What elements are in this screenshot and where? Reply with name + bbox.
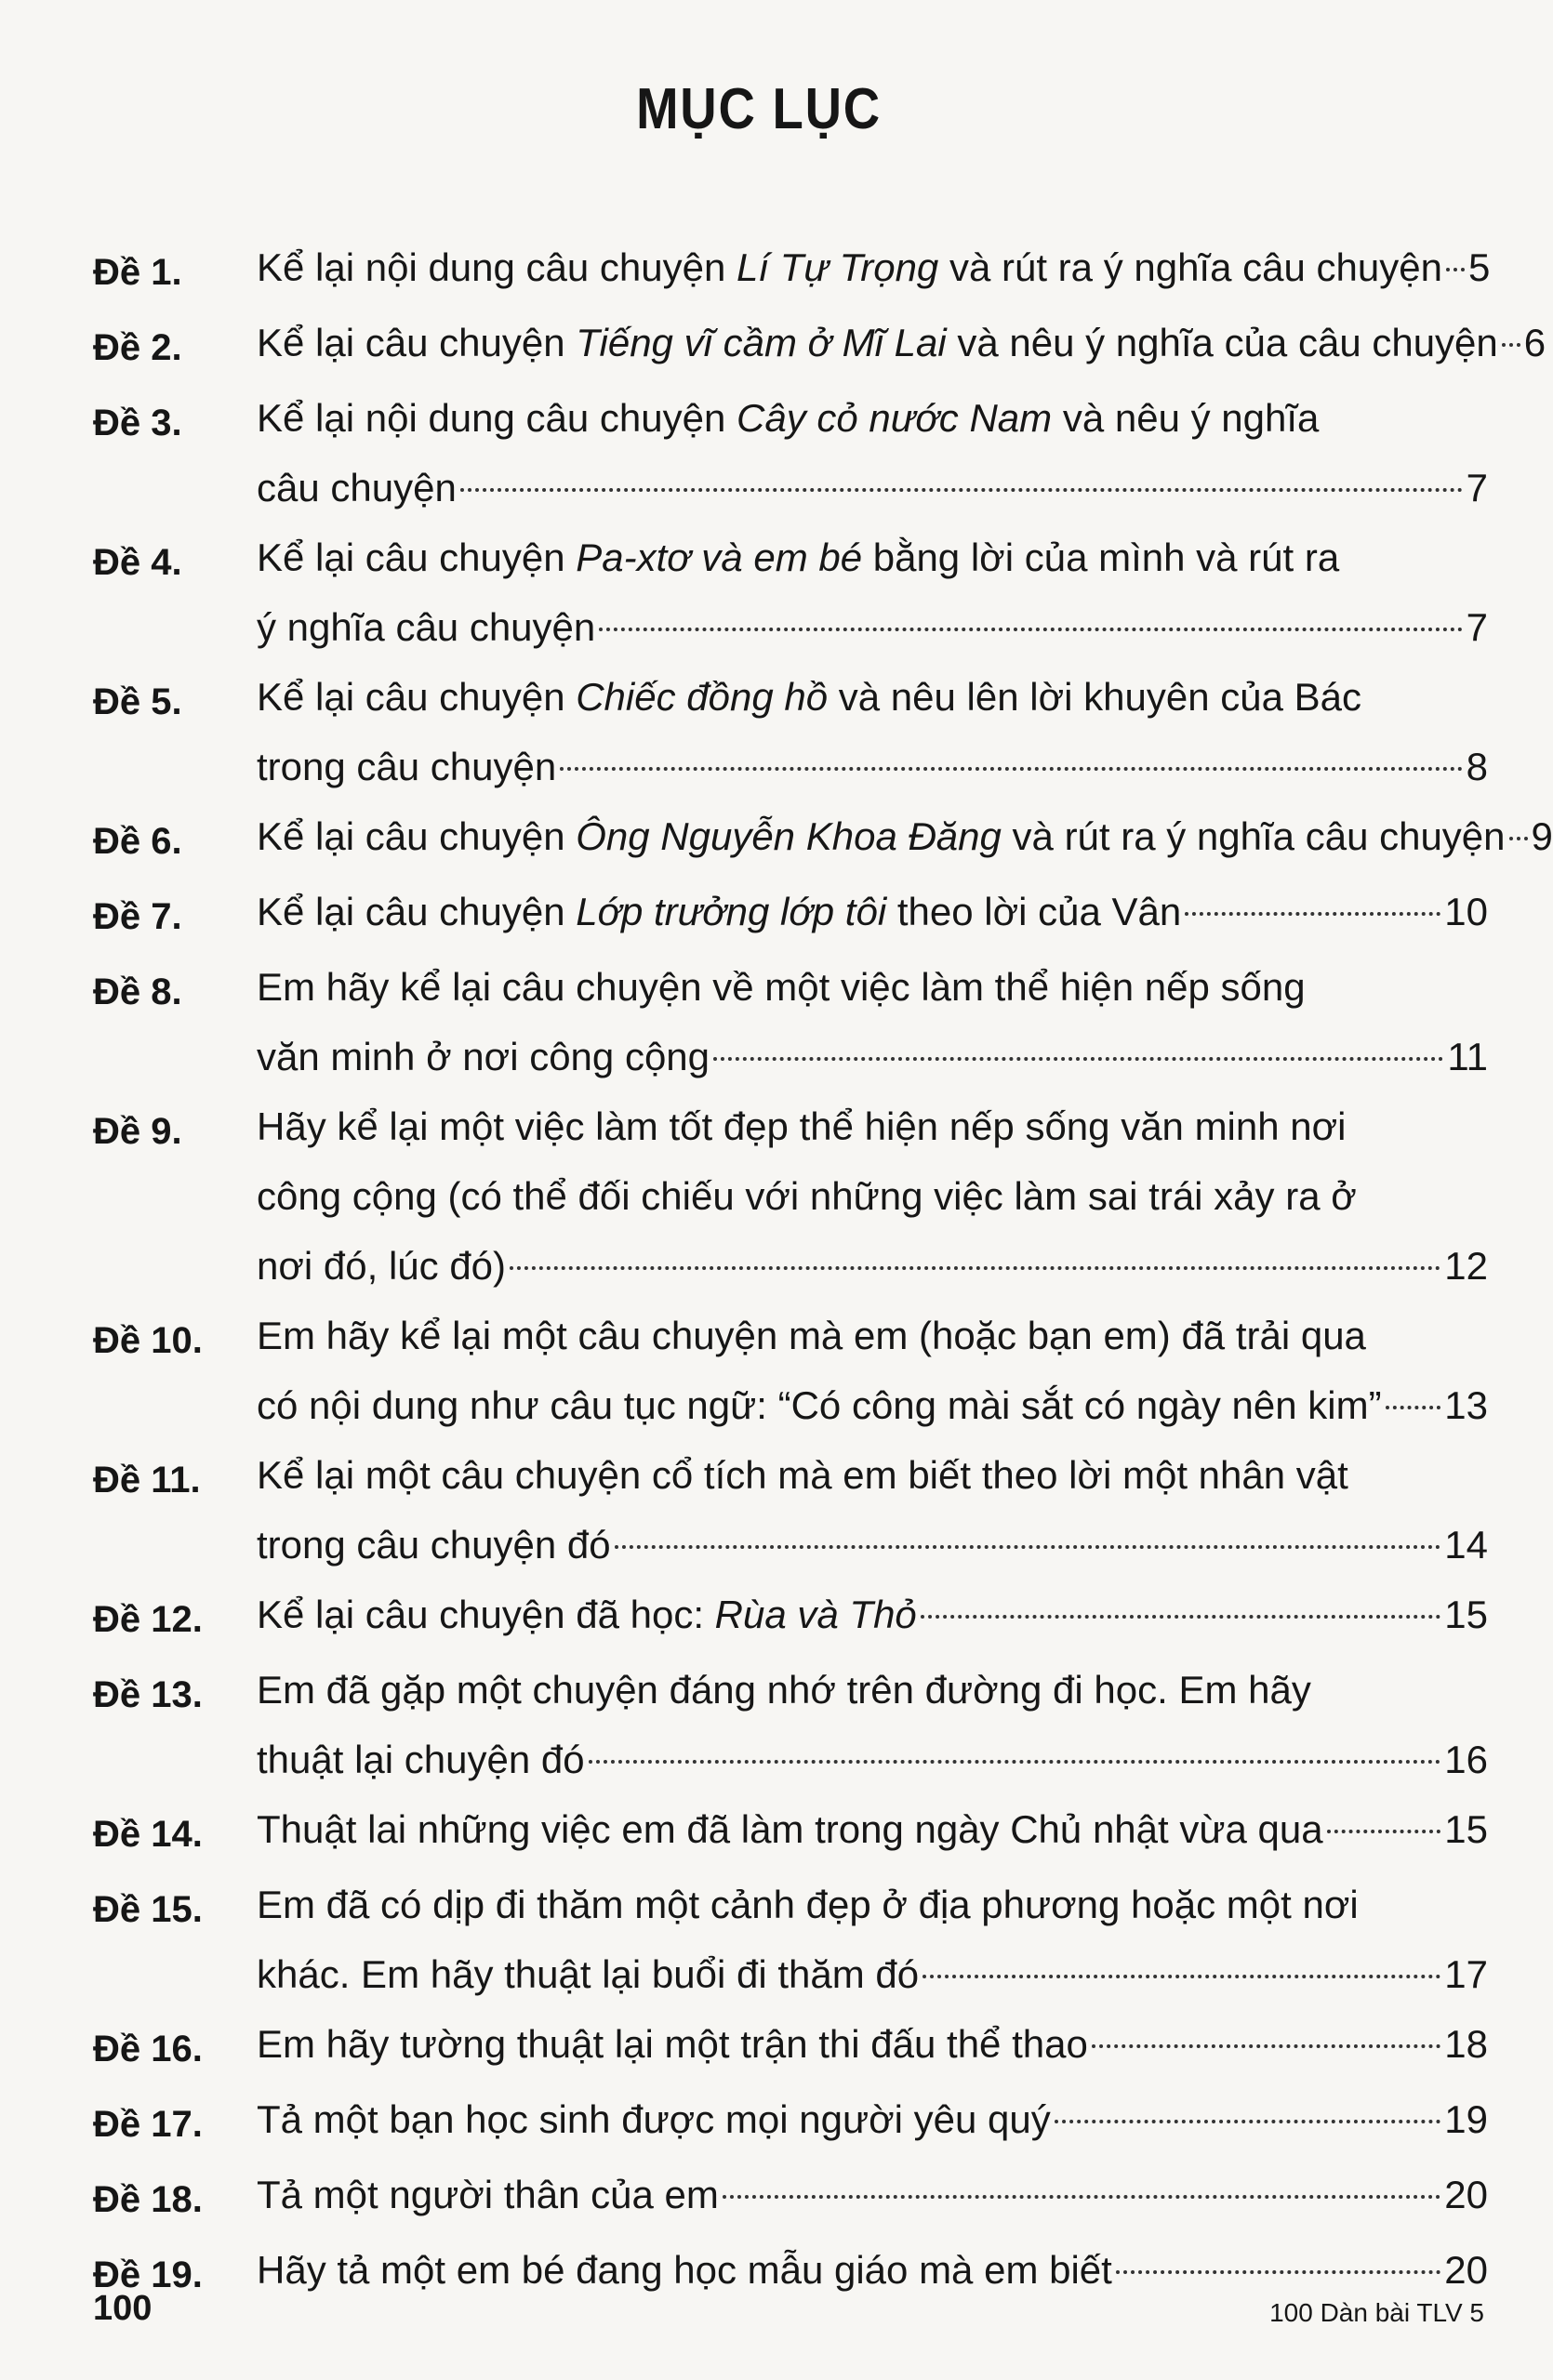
toc-page-number: 7: [1466, 605, 1488, 649]
toc-entry-line: [257, 522, 1488, 592]
dot-leader: [923, 1975, 1440, 1978]
story-title: Chiếc đồng hồ: [576, 675, 829, 719]
text-segment: Tả một bạn học sinh được mọi người yêu quý: [257, 2097, 1051, 2141]
dot-leader: [713, 1057, 1443, 1061]
dot-leader: [560, 767, 1462, 771]
toc-entry-line: [257, 952, 1488, 1022]
toc-entry-number: Đề 18.: [93, 2179, 203, 2220]
toc-entry-line-text: [257, 592, 595, 662]
toc-entry-line: [257, 383, 1488, 453]
toc-entry-line: [257, 801, 1553, 871]
toc-entry-line-text: [257, 1161, 1357, 1231]
toc-page-number: 14: [1444, 1523, 1488, 1567]
text-segment: nơi đó, lúc đó): [257, 1244, 507, 1288]
text-segment: khác. Em hãy thuật lại buổi đi thăm đó: [257, 1952, 920, 1996]
toc-entry-text: [257, 1794, 1488, 1864]
toc-entry-line: [257, 1725, 1488, 1794]
toc-entry-line: [257, 877, 1488, 946]
text-segment: Em hãy kể lại câu chuyện về một việc làm thể hiện nếp sống: [257, 965, 1306, 1009]
toc-entry-number: Đề 13.: [93, 1674, 203, 1715]
toc-entry-line-text: [257, 1440, 1348, 1510]
toc-entry-line: [257, 1655, 1488, 1725]
toc-entry-line: [257, 453, 1488, 522]
toc-entry: [93, 1440, 1488, 1580]
text-segment: Tả một người thân của em: [257, 2173, 719, 2216]
toc-entry-line: [257, 1022, 1488, 1091]
dot-leader: [460, 488, 1463, 492]
text-segment: thuật lại chuyện đó: [257, 1738, 585, 1781]
toc-page-number: 16: [1444, 1738, 1488, 1781]
text-segment: văn minh ở nơi công cộng: [257, 1035, 710, 1078]
toc-page-number: 12: [1444, 1244, 1488, 1288]
toc-entry-line-text: [257, 2009, 1088, 2079]
toc-entry: [93, 877, 1488, 952]
page-title: MỤC LỤC: [636, 77, 882, 141]
toc-entry-text: [257, 2160, 1488, 2229]
toc-page-number: 11: [1447, 1035, 1488, 1078]
toc-entry: [93, 1655, 1488, 1794]
toc-entry-text: [257, 2084, 1488, 2154]
toc-entry-line: [257, 1301, 1488, 1370]
toc-entry-number: Đề 16.: [93, 2029, 203, 2069]
toc-entry: [93, 1794, 1488, 1870]
toc-entry-number: Đề 7.: [93, 896, 182, 937]
dot-leader: [589, 1760, 1441, 1764]
text-segment: công cộng (có thể đối chiếu với những việc làm sai trái xảy ra ở: [257, 1174, 1357, 1218]
toc-entry-number: Đề 5.: [93, 681, 182, 722]
toc-page-number: 15: [1444, 1593, 1488, 1636]
toc-entry-line-text: [257, 1231, 506, 1301]
text-segment: và rút ra ý nghĩa câu chuyện: [938, 245, 1442, 289]
text-segment: Kể lại câu chuyện: [257, 321, 577, 364]
toc-page-number: 20: [1444, 2248, 1488, 2292]
text-segment: trong câu chuyện: [257, 745, 557, 788]
text-segment: ý nghĩa câu chuyện: [257, 605, 596, 649]
dot-leader: [1327, 1830, 1441, 1833]
toc-entry-line-text: [257, 1580, 917, 1649]
toc-entry-line-text: [257, 383, 1319, 453]
dot-leader: [615, 1545, 1441, 1549]
page-number: 100: [93, 2289, 153, 2328]
text-segment: và rút ra ý nghĩa câu chuyện: [1001, 814, 1506, 858]
toc-page-number: 7: [1466, 466, 1488, 509]
toc-entry-line-text: [257, 1725, 585, 1794]
toc-entry-line: [257, 232, 1490, 302]
story-title: Cây cỏ nước Nam: [737, 396, 1053, 440]
dot-leader: [510, 1266, 1440, 1270]
dot-leader: [1055, 2120, 1441, 2123]
toc-entry-line-text: [257, 522, 1339, 592]
toc-entry: [93, 2084, 1488, 2160]
toc-page-number: 5: [1467, 245, 1491, 289]
text-segment: Hãy kể lại một việc làm tốt đẹp thể hiện nếp sống văn minh nơi: [257, 1104, 1347, 1148]
toc-entry-line-text: [257, 1301, 1366, 1370]
toc-entry-line: [257, 2009, 1488, 2079]
toc-entry: [93, 662, 1488, 801]
dot-leader: [1509, 837, 1528, 840]
toc-page-number: 9: [1531, 814, 1553, 858]
toc-entry-line: [257, 2160, 1488, 2229]
toc-entry-number: Đề 19.: [93, 2254, 203, 2295]
toc-entry-number: Đề 3.: [93, 403, 182, 443]
story-title: Ông Nguyễn Khoa Đăng: [576, 814, 1002, 858]
toc-page-number: 19: [1444, 2097, 1488, 2141]
toc-entry-line: [257, 1939, 1488, 2009]
text-segment: theo lời của Vân: [886, 890, 1182, 933]
toc-entry: [93, 1301, 1488, 1440]
toc-entry-line-text: [257, 662, 1361, 732]
toc-entry-line: [257, 662, 1488, 732]
toc-entry-number: Đề 12.: [93, 1599, 203, 1640]
text-segment: Em hãy kể lại một câu chuyện mà em (hoặc bạn em) đã trải qua: [257, 1314, 1366, 1357]
toc-entry-line-text: [257, 877, 1181, 946]
toc-entry-line: [257, 1231, 1488, 1301]
toc-entry-line-text: [257, 232, 1442, 302]
table-of-contents: [93, 232, 1553, 2310]
toc-entry: [93, 952, 1488, 1091]
toc-entry-line-text: [257, 1794, 1323, 1864]
toc-entry-text: [257, 522, 1488, 662]
dot-leader: [1446, 268, 1465, 271]
toc-entry-line: [257, 1580, 1488, 1649]
toc-entry: [93, 1870, 1488, 2009]
text-segment: trong câu chuyện đó: [257, 1523, 611, 1567]
toc-entry-text: [257, 662, 1488, 801]
toc-page-number: 20: [1444, 2173, 1488, 2216]
toc-entry-line-text: [257, 1870, 1359, 1939]
toc-entry-text: [257, 1580, 1488, 1649]
toc-entry-line: [257, 1161, 1488, 1231]
toc-entry-line-text: [257, 1510, 611, 1580]
toc-entry-text: [257, 232, 1490, 302]
toc-entry-text: [257, 383, 1488, 522]
toc-entry-line: [257, 1794, 1488, 1864]
story-title: Tiếng vĩ cầm ở Mĩ Lai: [576, 321, 947, 364]
toc-entry-line-text: [257, 2084, 1051, 2154]
story-title: Lí Tự Trọng: [737, 245, 939, 289]
toc-entry-line-text: [257, 801, 1506, 871]
toc-entry-text: [257, 308, 1546, 377]
text-segment: Kể lại nội dung câu chuyện: [257, 396, 737, 440]
toc-entry-line-text: [257, 1939, 919, 2009]
toc-entry-line: [257, 732, 1488, 801]
dot-leader: [1386, 1406, 1441, 1409]
toc-entry-line: [257, 1370, 1488, 1440]
toc-entry-line: [257, 2084, 1488, 2154]
toc-entry-number: Đề 11.: [93, 1460, 201, 1501]
toc-entry-line: [257, 1870, 1488, 1939]
toc-entry-line-text: [257, 308, 1498, 377]
toc-entry-text: [257, 1870, 1488, 2009]
toc-entry-number: Đề 4.: [93, 542, 182, 583]
text-segment: Em đã có dịp đi thăm một cảnh đẹp ở địa phương hoặc một nơi: [257, 1883, 1359, 1926]
toc-entry: [93, 1580, 1488, 1655]
text-segment: và nêu lên lời khuyên của Bác: [828, 675, 1361, 719]
toc-page-number: 17: [1444, 1952, 1488, 1996]
text-segment: Kể lại câu chuyện: [257, 675, 577, 719]
toc-entry-text: [257, 1301, 1488, 1440]
toc-entry: [93, 2009, 1488, 2084]
toc-entry-text: [257, 1440, 1488, 1580]
text-segment: Thuật lai những việc em đã làm trong ngày Chủ nhật vừa qua: [257, 1807, 1323, 1851]
text-segment: Kể lại nội dung câu chuyện: [257, 245, 737, 289]
toc-entry-number: Đề 9.: [93, 1111, 182, 1152]
toc-entry-number: Đề 8.: [93, 972, 182, 1012]
toc-entry-line: [257, 1440, 1488, 1510]
toc-entry-text: [257, 2235, 1488, 2305]
text-segment: Em đã gặp một chuyện đáng nhớ trên đường đi học. Em hãy: [257, 1668, 1311, 1712]
toc-entry-number: Đề 2.: [93, 327, 182, 368]
toc-entry-line-text: [257, 1091, 1347, 1161]
text-segment: Kể lại câu chuyện đã học:: [257, 1593, 715, 1636]
text-segment: và nêu ý nghĩa của câu chuyện: [946, 321, 1498, 364]
text-segment: câu chuyện: [257, 466, 457, 509]
toc-entry: [93, 801, 1553, 877]
dot-leader: [599, 628, 1462, 631]
story-title: Pa-xtơ và em bé: [576, 536, 863, 579]
toc-page-number: 15: [1444, 1807, 1488, 1851]
toc-entry-text: [257, 952, 1488, 1091]
toc-entry-line: [257, 1510, 1488, 1580]
toc-entry-number: Đề 14.: [93, 1814, 203, 1855]
toc-entry-line-text: [257, 952, 1306, 1022]
toc-entry-number: Đề 10.: [93, 1320, 203, 1361]
dot-leader: [1185, 912, 1440, 916]
text-segment: bằng lời của mình và rút ra: [862, 536, 1340, 579]
toc-entry-text: [257, 2009, 1488, 2079]
toc-entry-line: [257, 2235, 1488, 2305]
story-title: Lớp trưởng lớp tôi: [576, 890, 887, 933]
text-segment: Kể lại một câu chuyện cổ tích mà em biết theo lời một nhân vật: [257, 1453, 1348, 1497]
story-title: Rùa và Thỏ: [714, 1593, 917, 1636]
toc-entry-line: [257, 308, 1546, 377]
text-segment: Kể lại câu chuyện: [257, 890, 577, 933]
toc-entry-line-text: [257, 1370, 1382, 1440]
text-segment: có nội dung như câu tục ngữ: “Có công mài sắt có ngày nên kim”: [257, 1383, 1382, 1427]
toc-entry-line-text: [257, 1022, 710, 1091]
dot-leader: [723, 2195, 1440, 2199]
toc-entry: [93, 2160, 1488, 2235]
book-title: 100 Dàn bài TLV 5: [1269, 2298, 1484, 2327]
toc-entry-number: Đề 6.: [93, 821, 182, 862]
toc-page-number: 8: [1466, 745, 1488, 788]
toc-entry-text: [257, 1655, 1488, 1794]
toc-entry-line-text: [257, 2235, 1112, 2305]
text-segment: Kể lại câu chuyện: [257, 536, 577, 579]
toc-page-number: 6: [1523, 321, 1546, 364]
toc-page-number: 18: [1444, 2022, 1488, 2066]
text-segment: Kể lại câu chuyện: [257, 814, 577, 858]
dot-leader: [1502, 343, 1520, 347]
text-segment: Hãy tả một em bé đang học mẫu giáo mà em biết: [257, 2248, 1112, 2292]
toc-entry-line-text: [257, 1655, 1311, 1725]
toc-entry-line: [257, 1091, 1488, 1161]
toc-entry: [93, 308, 1546, 383]
toc-entry-line: [257, 592, 1488, 662]
dot-leader: [1116, 2270, 1440, 2274]
toc-entry-line-text: [257, 453, 457, 522]
toc-entry-line-text: [257, 732, 556, 801]
text-segment: và nêu ý nghĩa: [1052, 396, 1320, 440]
toc-entry-number: Đề 1.: [93, 252, 182, 293]
toc-page-number: 10: [1444, 890, 1488, 933]
toc-entry: [93, 232, 1491, 308]
toc-entry-line-text: [257, 2160, 719, 2229]
toc-entry-number: Đề 17.: [93, 2104, 203, 2145]
toc-entry: [93, 522, 1488, 662]
dot-leader: [921, 1615, 1440, 1619]
toc-entry-number: Đề 15.: [93, 1889, 203, 1930]
dot-leader: [1092, 2044, 1440, 2048]
toc-entry-text: [257, 877, 1488, 946]
toc-page-number: 13: [1444, 1383, 1488, 1427]
text-segment: Em hãy tường thuật lại một trận thi đấu thể thao: [257, 2022, 1088, 2066]
toc-entry: [93, 383, 1488, 522]
toc-entry: [93, 1091, 1488, 1301]
toc-entry-text: [257, 801, 1553, 871]
toc-entry-text: [257, 1091, 1488, 1301]
